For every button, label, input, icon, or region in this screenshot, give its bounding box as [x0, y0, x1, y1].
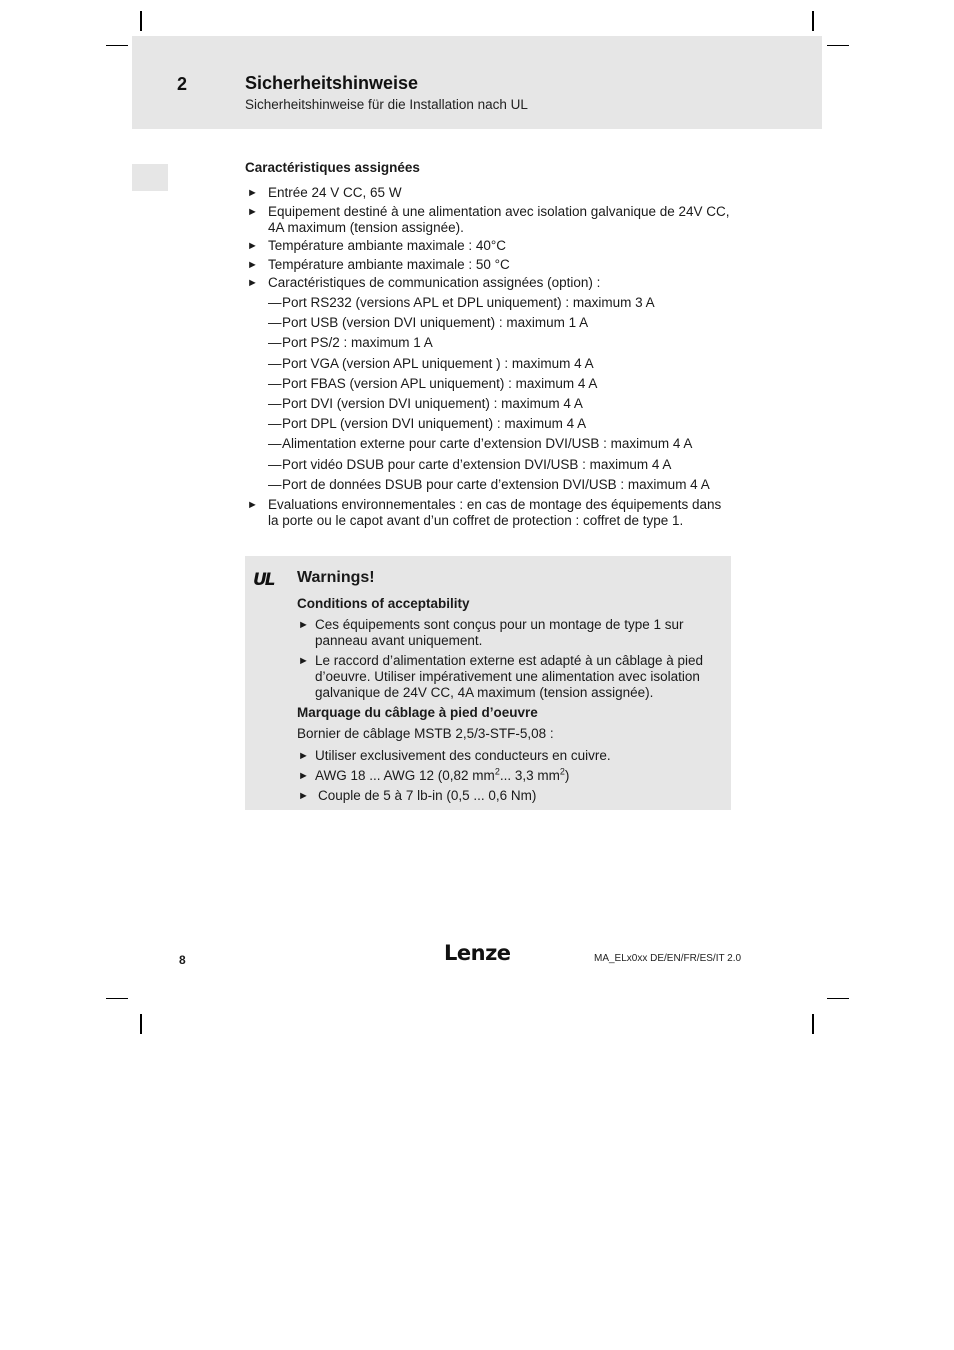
- dash-icon: —: [268, 476, 282, 492]
- dash-icon: —: [268, 416, 282, 432]
- list-item: ► Le raccord d’alimentation externe est adapté à un câblage à pied d’oeuvre. Utiliser impérativement une alimentation avec isolation galvanique de 24V CC, 4A maximum (tension assignée).: [298, 653, 704, 700]
- conditions-heading: Conditions of acceptability: [297, 596, 470, 611]
- dash-icon: —: [268, 315, 282, 331]
- lenze-logo: Lenze: [444, 941, 511, 965]
- chapter-header-band: [132, 36, 822, 129]
- triangle-right-icon: ►: [247, 187, 258, 199]
- warning-content: [297, 570, 727, 808]
- sub-list-item: — Port PS/2 : maximum 1 A: [268, 335, 433, 351]
- list-item: ► Utiliser exclusivement des conducteurs en cuivre.: [298, 748, 611, 763]
- communication-ports-list: [268, 295, 735, 493]
- sub-list-item: — Port de données DSUB pour carte d’extension DVI/USB : maximum 4 A: [268, 476, 710, 492]
- ul-listing-icon: [253, 570, 279, 588]
- crop-mark-bottom-right-v: [812, 1014, 814, 1034]
- list-item: ► Couple de 5 à 7 lb-in (0,5 ... 0,6 Nm): [298, 788, 537, 803]
- list-item: ► Caractéristiques de communication assignées (option) : — Port RS232 (versions APL et DPL uniquement) : maximum 3 A — Port USB (version DVI uniquement) : maximum 1 A — Port PS/2 : maximum 1 A — Port VGA (version APL uniquement ) : maximum 4 A — Port FBAS (version APL uniquement) : maximum 4 A — Port DVI (version DVI uniquement) : maximum 4 A — Port DPL (version DVI uniquement) : maximum 4 A — Alimentation externe pour carte d’extension DVI/USB : maximum 4 A — Port vidéo DSUB pour carte d’extension DVI/USB : maximum 4 A — Port de données DSUB pour carte d’extension DVI/USB : maximum 4 A: [245, 275, 735, 493]
- sub-list-item: — Port DPL (version DVI uniquement) : maximum 4 A: [268, 416, 587, 432]
- dash-icon: —: [268, 335, 282, 351]
- conditions-list: [297, 617, 727, 701]
- section-heading: Caractéristiques assignées: [245, 160, 420, 175]
- triangle-right-icon: ►: [247, 277, 258, 289]
- dash-icon: —: [268, 436, 282, 452]
- ratings-section: [245, 160, 735, 531]
- triangle-right-icon: ►: [298, 770, 309, 782]
- triangle-right-icon: ►: [247, 205, 258, 218]
- triangle-right-icon: ►: [298, 750, 309, 762]
- svg-text:UL: UL: [253, 570, 274, 588]
- sub-list-item: — Port RS232 (versions APL et DPL uniquement) : maximum 3 A: [268, 295, 655, 310]
- side-tab-marker: [132, 164, 168, 191]
- crop-mark-top-right-v: [812, 11, 814, 31]
- ratings-list: [245, 185, 735, 529]
- crop-mark-bottom-left-v: [140, 1014, 142, 1034]
- list-item: ► Température ambiante maximale : 40°C: [247, 238, 507, 253]
- list-item: ► Ces équipements sont conçus pour un montage de type 1 sur panneau avant uniquement.: [298, 617, 684, 648]
- list-item: ► Equipement destiné à une alimentation avec isolation galvanique de 24V CC, 4A maximum (tension assignée).: [247, 203, 730, 235]
- triangle-right-icon: ►: [247, 498, 258, 511]
- crop-mark-bottom-right-h: [827, 998, 849, 999]
- crop-mark-bottom-left-h: [106, 998, 128, 999]
- wiring-list: [297, 748, 727, 804]
- chapter-subtitle: Sicherheitshinweise für die Installation nach UL: [245, 97, 528, 112]
- crop-mark-top-left-v: [140, 11, 142, 31]
- sub-list-item: — Port DVI (version DVI uniquement) : maximum 4 A: [268, 395, 583, 411]
- list-item: ► Entrée 24 V CC, 65 W: [247, 185, 402, 200]
- list-item: ► Evaluations environnementales : en cas de montage des équipements dans la porte ou le capot avant d’un coffret de protection : coffret de type 1.: [247, 496, 722, 528]
- list-item: ► Température ambiante maximale : 50 °C: [247, 256, 510, 272]
- dash-icon: —: [268, 295, 282, 310]
- page-number: 8: [179, 953, 186, 967]
- chapter-title: Sicherheitshinweise: [245, 73, 419, 93]
- sub-list-item: — Port vidéo DSUB pour carte d’extension DVI/USB : maximum 4 A: [268, 456, 672, 472]
- dash-icon: —: [268, 456, 282, 472]
- list-item: ► AWG 18 ... AWG 12 (0,82 $mm^2$... 3,3 $mm^2$): [298, 766, 570, 783]
- sub-list-item: — Port VGA (version APL uniquement ) : maximum 4 A: [268, 355, 594, 371]
- document-id: MA_ELx0xx DE/EN/FR/ES/IT 2.0: [594, 953, 742, 964]
- triangle-right-icon: ►: [298, 655, 309, 667]
- crop-mark-top-left-h: [106, 45, 128, 46]
- wiring-heading: Marquage du câblage à pied d’oeuvre: [297, 705, 538, 720]
- ul-warning-box: [245, 556, 731, 810]
- sub-list-item: — Port FBAS (version APL uniquement) : maximum 4 A: [268, 375, 598, 391]
- triangle-right-icon: ►: [247, 258, 258, 271]
- chapter-number: 2: [177, 74, 188, 94]
- sub-list-item: — Port USB (version DVI uniquement) : maximum 1 A: [268, 315, 589, 331]
- dash-icon: —: [268, 395, 282, 411]
- dash-icon: —: [268, 355, 282, 371]
- terminal-text: Bornier de câblage MSTB 2,5/3-STF-5,08 :: [297, 726, 554, 741]
- triangle-right-icon: ►: [247, 240, 258, 252]
- triangle-right-icon: ►: [298, 790, 309, 802]
- crop-mark-top-right-h: [827, 45, 849, 46]
- sub-list-item: — Alimentation externe pour carte d’extension DVI/USB : maximum 4 A: [268, 436, 693, 452]
- dash-icon: —: [268, 375, 282, 391]
- triangle-right-icon: ►: [298, 619, 309, 631]
- warning-title: Warnings!: [297, 569, 375, 586]
